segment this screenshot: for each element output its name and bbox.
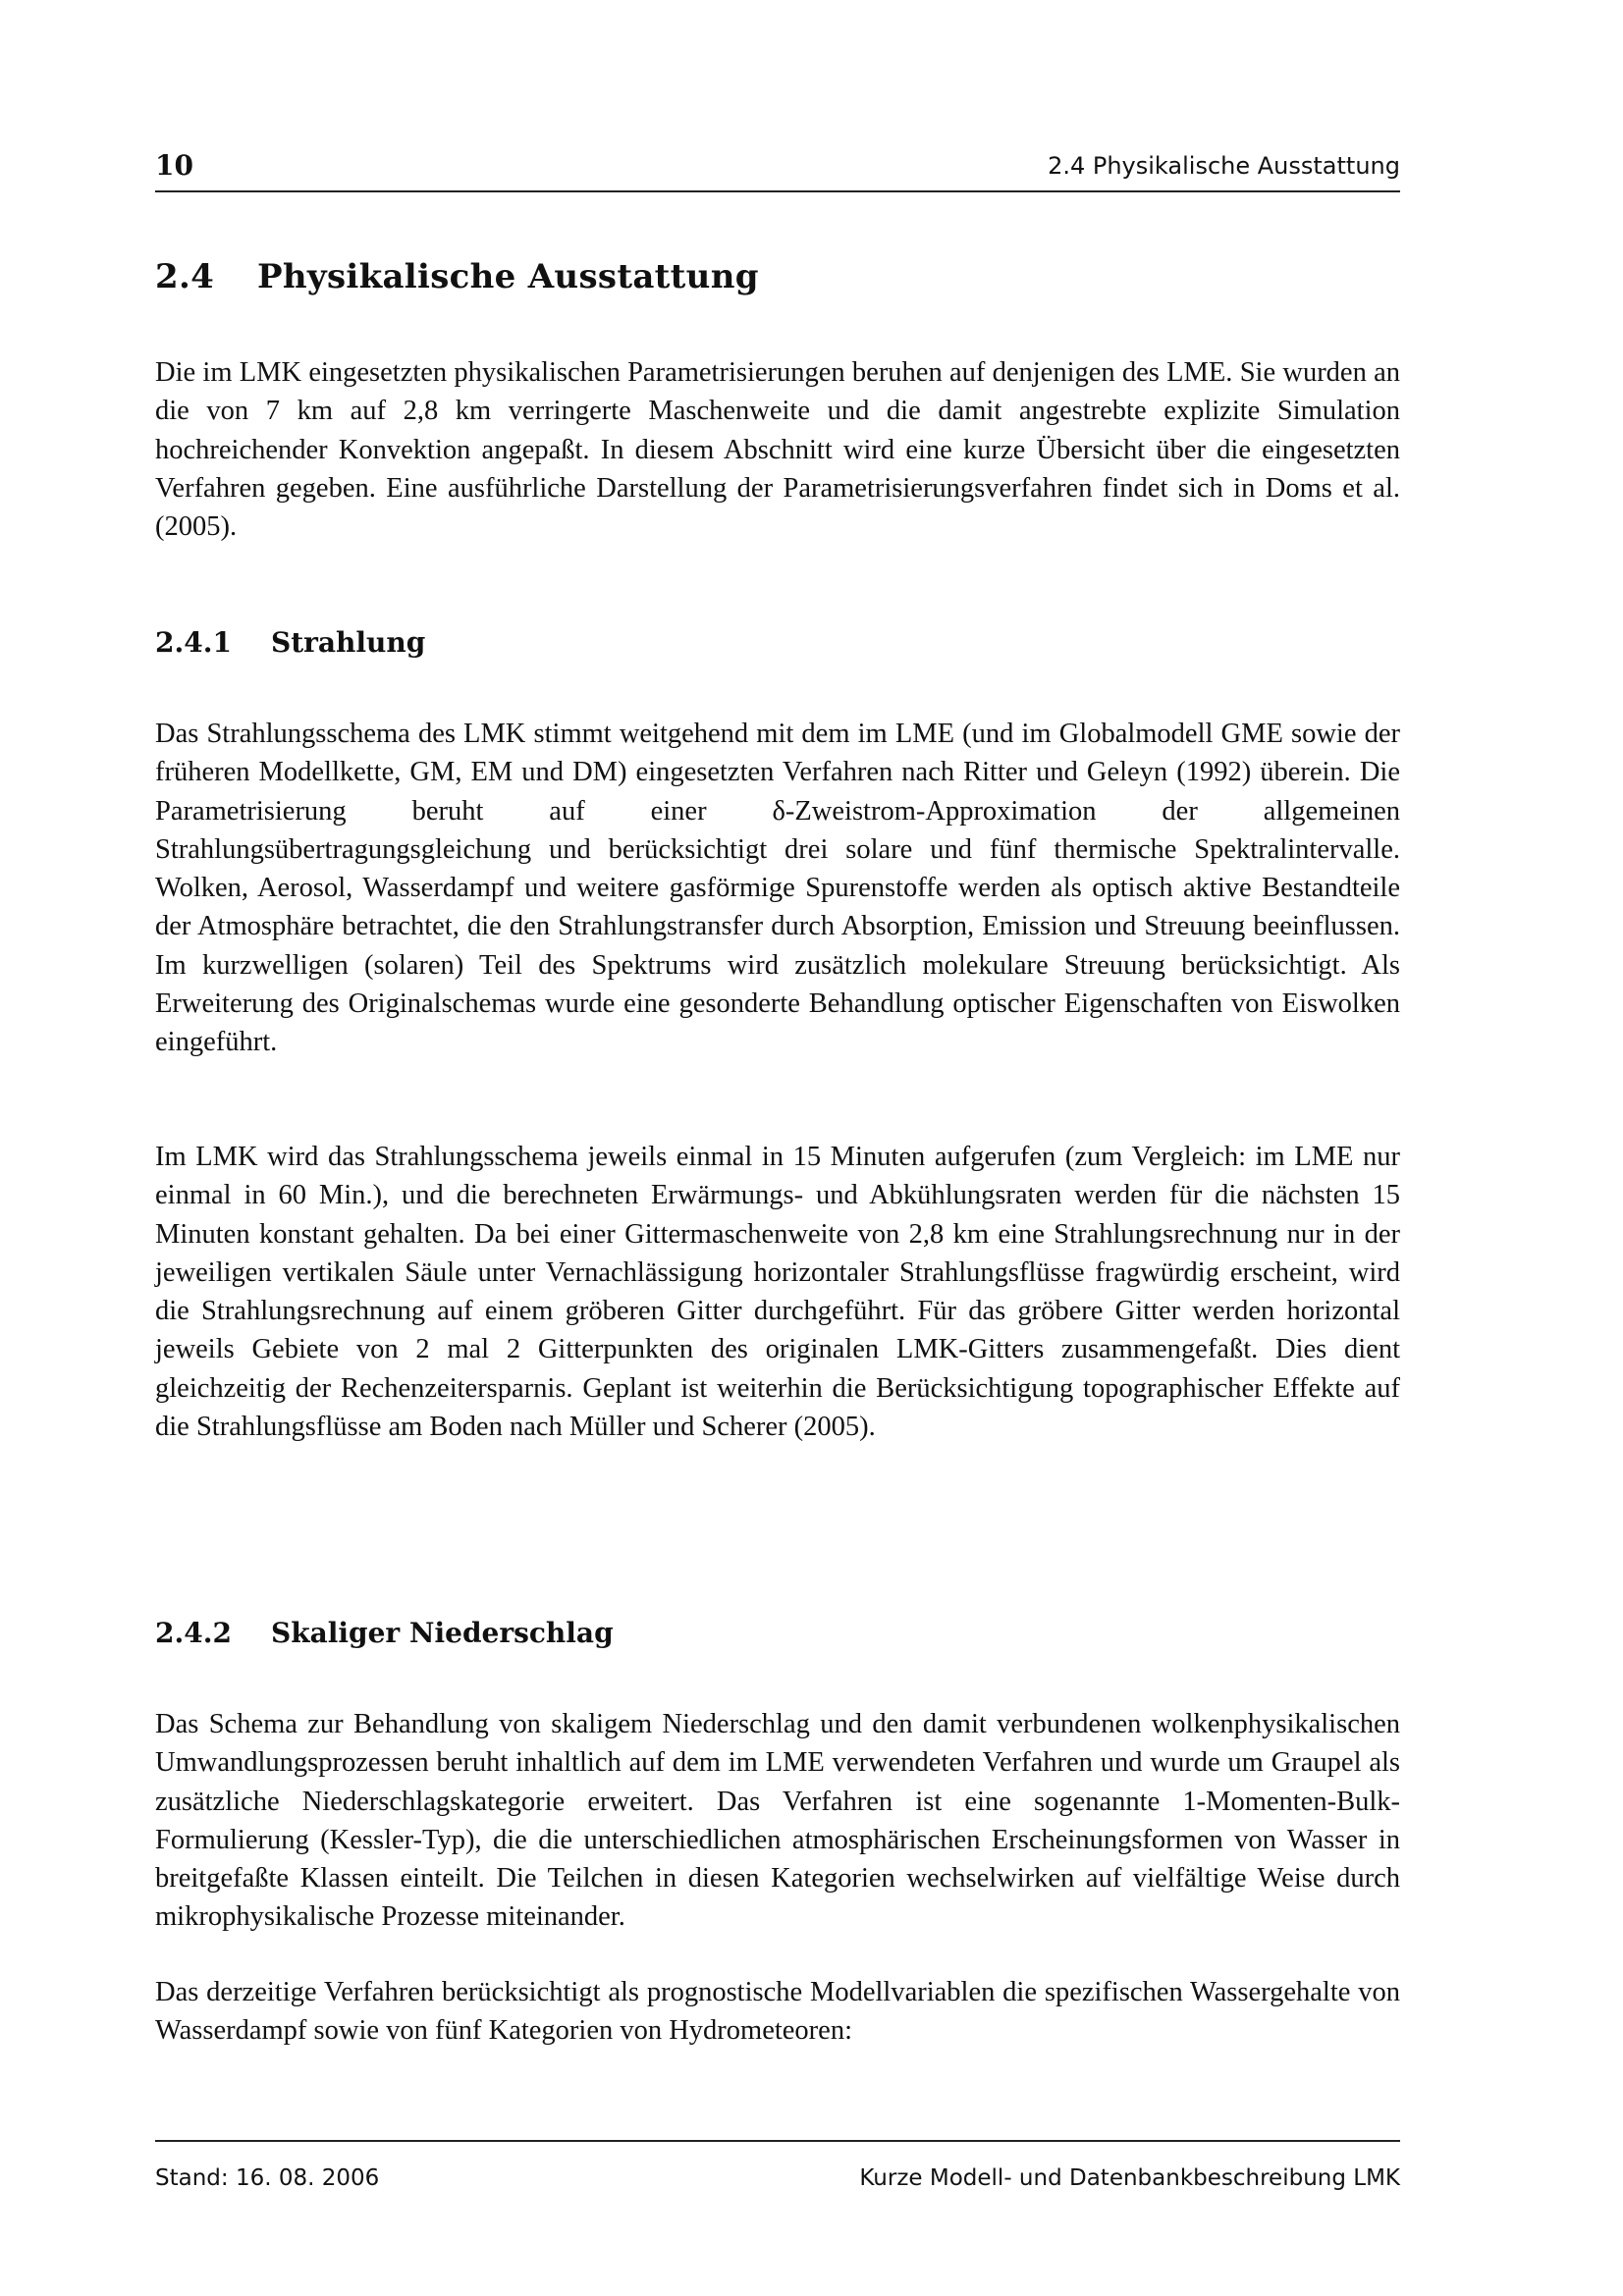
page-number: 10	[155, 149, 193, 182]
footer-document-title: Kurze Modell- und Datenbankbeschreibung LMK	[859, 2165, 1400, 2191]
section-number: 2.4	[155, 257, 215, 296]
page-header	[155, 147, 1400, 192]
niederschlag-paragraph-1: Das Schema zur Behandlung von skaligem Niederschlag und den damit verbundenen wolkenphysikalischen Umwandlungsprozessen beruht inhaltlich auf dem im LME verwendeten Verfahren und wurde um Graupel als zusätzliche Niederschlagskategorie erweitert. Das Verfahren ist eine sogenannte 1-Momenten-Bulk-Formulierung (Kessler-Typ), die die unterschiedlichen atmosphärischen Erscheinungsformen von Wasser in breitgefaßte Klassen einteilt. Die Teilchen in diesen Kategorien wechselwirken auf vielfältige Weise durch mikrophysikalische Prozesse miteinander.	[155, 1709, 1400, 1933]
running-title: 2.4 Physikalische Ausstattung	[1048, 152, 1400, 180]
page-footer	[155, 2140, 1400, 2201]
section-title: Physikalische Ausstattung	[257, 257, 759, 296]
niederschlag-paragraph-2: Das derzeitige Verfahren berücksichtigt als prognostische Modellvariablen die spezifischen Wassergehalte von Wasserdampf sowie von fünf Kategorien von Hydrometeoren:	[155, 1977, 1400, 2047]
strahlung-paragraph-2: Im LMK wird das Strahlungsschema jeweils einmal in 15 Minuten aufgerufen (zum Vergleich: im LME nur einmal in 60 Min.), und die berechneten Erwärmungs- und Abkühlungsraten werden für die nächsten 15 Minuten konstant gehalten. Da bei einer Gittermaschenweite von 2,8 km eine Strahlungsrechnung nur in der jeweiligen vertikalen Säule unter Vernachlässigung horizontaler Strahlungsflüsse fragwürdig erscheint, wird die Strahlungsrechnung auf einem gröberen Gitter durchgeführt. Für das gröbere Gitter werden horizontal jeweils Gebiete von 2 mal 2 Gitterpunkten des originalen LMK-Gitters zusammengefaßt. Dies dient gleichzeitig der Rechenzeitersparnis. Geplant ist weiterhin die Berücksichtigung topographischer Effekte auf die Strahlungsflüsse am Boden nach Müller und Scherer (2005).	[155, 1142, 1400, 1443]
subsection-number: 2.4.1	[155, 626, 232, 659]
footer-date: Stand: 16. 08. 2006	[155, 2165, 380, 2191]
subsection-title: Strahlung	[271, 626, 426, 659]
subsection-number: 2.4.2	[155, 1617, 232, 1649]
document-page	[155, 0, 1400, 2296]
strahlung-paragraph-1: Das Strahlungsschema des LMK stimmt weitgehend mit dem im LME (und im Globalmodell GME sowie der früheren Modellkette, GM, EM und DM) eingesetzten Verfahren nach Ritter und Geleyn (1992) überein. Die Parametrisierung beruht auf einer δ-Zweistrom-Approximation der allgemeinen Strahlungsübertragungsgleichung und berücksichtigt drei solare und fünf thermische Spektralintervalle. Wolken, Aerosol, Wasserdampf und weitere gasförmige Spurenstoffe werden als optisch aktive Bestandteile der Atmosphäre betrachtet, die den Strahlungstransfer durch Absorption, Emission und Streuung beeinflussen. Im kurzwelligen (solaren) Teil des Spektrums wird zusätzlich molekulare Streuung berücksichtigt. Als Erweiterung des Originalschemas wurde eine gesonderte Behandlung optischer Eigenschaften von Eiswolken eingeführt.	[155, 719, 1400, 1058]
subsection-heading-niederschlag	[155, 1617, 614, 1649]
section-intro-paragraph: Die im LMK eingesetzten physikalischen Parametrisierungen beruhen auf denjenigen des LME. Sie wurden an die von 7 km auf 2,8 km verringerte Maschenweite und die damit angestrebte explizite Simulation hochreichender Konvektion angepaßt. In diesem Abschnitt wird eine kurze Übersicht über die eingesetzten Verfahren gegeben. Eine ausführliche Darstellung der Parametrisierungsverfahren findet sich in Doms et al. (2005).	[155, 357, 1400, 543]
subsection-heading-strahlung	[155, 626, 425, 659]
subsection-title: Skaliger Niederschlag	[271, 1617, 614, 1649]
section-heading	[155, 257, 759, 296]
